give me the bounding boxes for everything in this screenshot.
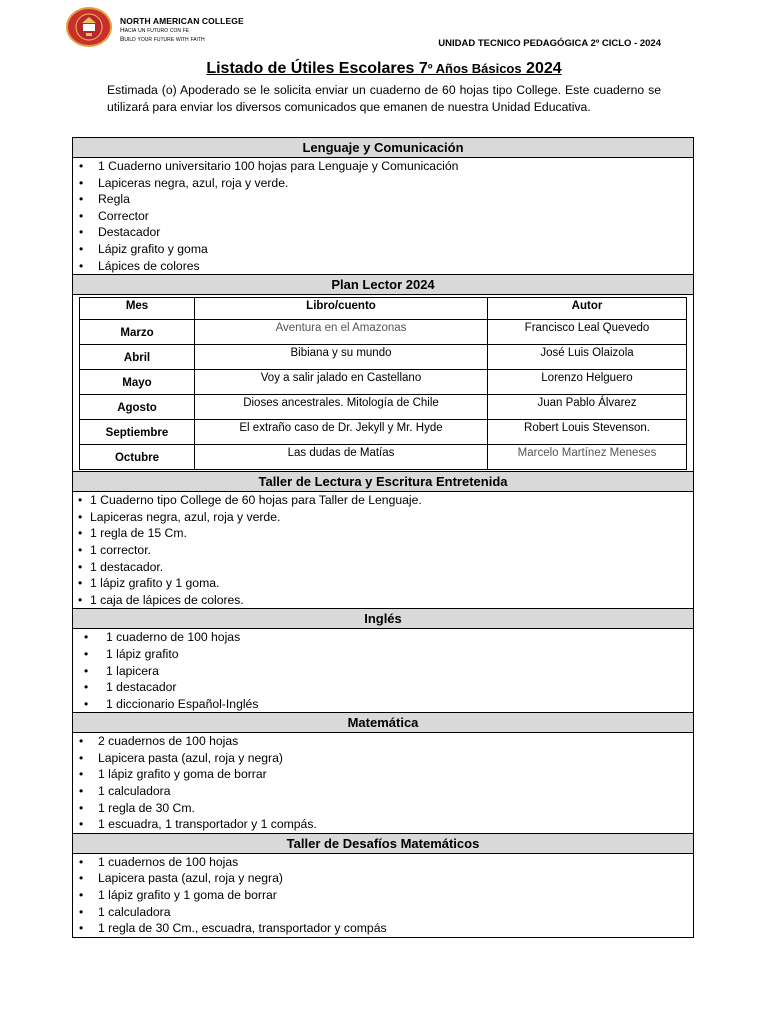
table-cell: Juan Pablo Álvarez	[488, 395, 687, 420]
list-item: • Lapicera pasta (azul, roja y negra)	[73, 750, 693, 767]
table-cell: Francisco Leal Quevedo	[488, 320, 687, 345]
list-item: • 1 lapicera	[73, 663, 693, 680]
page-title	[0, 60, 768, 78]
list-item: • 1 regla de 30 Cm.	[73, 800, 693, 817]
list-item: • 1 Cuaderno tipo College de 60 hojas para Taller de Lenguaje.	[73, 492, 693, 509]
table-cell: Septiembre	[80, 420, 195, 445]
list-item: • Lápiz grafito y goma	[73, 241, 693, 258]
list-item: • 1 diccionario Español-Inglés	[73, 696, 693, 713]
table-cell: Voy a salir jalado en Castellano	[195, 370, 488, 395]
plan-lector-table	[79, 297, 687, 470]
table-cell: Agosto	[80, 395, 195, 420]
unit-label: UNIDAD TECNICO PEDAGÓGICA 2º CICLO - 2024	[438, 38, 661, 49]
table-cell: José Luis Olaizola	[488, 345, 687, 370]
list-item: • 1 regla de 15 Cm.	[73, 525, 693, 542]
table-cell: Marcelo Martínez Meneses	[488, 445, 687, 470]
list-item: • Lapiceras negra, azul, roja y verde.	[73, 509, 693, 526]
page-header	[0, 0, 768, 60]
list-item: • 1 lápiz grafito y 1 goma.	[73, 575, 693, 592]
list-item: • 1 calculadora	[73, 783, 693, 800]
list-item: • 1 cuaderno de 100 hojas	[73, 629, 693, 646]
list-item: • Destacador	[73, 224, 693, 241]
list-item: • 1 cuadernos de 100 hojas	[73, 854, 693, 871]
list-ingles	[73, 629, 693, 712]
title-main: Listado de Útiles Escolares 7	[206, 60, 428, 77]
list-item: • Lapiceras negra, azul, roja y verde.	[73, 175, 693, 192]
column-header-libro: Libro/cuento	[195, 298, 488, 320]
table-header-row	[80, 298, 687, 320]
list-item: • 1 destacador	[73, 679, 693, 696]
table-cell: Bibiana y su mundo	[195, 345, 488, 370]
table-cell: Abril	[80, 345, 195, 370]
list-item: • 1 regla de 30 Cm., escuadra, transportador y compás	[73, 920, 693, 937]
table-cell: Aventura en el Amazonas	[195, 320, 488, 345]
supplies-list	[72, 137, 694, 938]
list-item: • 1 escuadra, 1 transportador y 1 compás.	[73, 816, 693, 833]
table-cell: Mayo	[80, 370, 195, 395]
section-heading-lenguaje: Lenguaje y Comunicación	[73, 138, 693, 158]
table-cell: Marzo	[80, 320, 195, 345]
list-item: • 1 caja de lápices de colores.	[73, 592, 693, 609]
list-taller-lectura	[73, 492, 693, 608]
list-item: • Lápices de colores	[73, 258, 693, 275]
intro-paragraph: Estimada (o) Apoderado se le solicita enviar un cuaderno de 60 hojas tipo College. Este cuaderno se utilizará para enviar los diversos comunicados que emanen de nuestra Unidad Educativa.	[107, 83, 661, 114]
list-item: • 1 lápiz grafito y goma de borrar	[73, 766, 693, 783]
table-cell: Octubre	[80, 445, 195, 470]
section-heading-taller-lectura: Taller de Lectura y Escritura Entretenida	[73, 471, 693, 492]
school-motto-line2: Build your future with faith	[120, 36, 205, 43]
table-cell: Dioses ancestrales. Mitología de Chile	[195, 395, 488, 420]
school-motto-line1: Hacia un futuro con fe	[120, 27, 190, 34]
table-cell: Robert Louis Stevenson.	[488, 420, 687, 445]
table-row	[80, 420, 687, 445]
table-row	[80, 320, 687, 345]
title-year: 2024	[521, 60, 562, 77]
list-item: • 1 Cuaderno universitario 100 hojas para Lenguaje y Comunicación	[73, 158, 693, 175]
table-cell: El extraño caso de Dr. Jekyll y Mr. Hyde	[195, 420, 488, 445]
title-ordinal: º Años Básicos	[427, 61, 522, 76]
table-row	[80, 445, 687, 470]
table-row	[80, 395, 687, 420]
column-header-mes: Mes	[80, 298, 195, 320]
list-item: • 1 lápiz grafito y 1 goma de borrar	[73, 887, 693, 904]
list-item: • 1 lápiz grafito	[73, 646, 693, 663]
school-logo	[66, 7, 112, 47]
list-item: • 1 corrector.	[73, 542, 693, 559]
section-heading-matematica: Matemática	[73, 712, 693, 733]
list-lenguaje	[73, 158, 693, 274]
list-matematica	[73, 733, 693, 833]
list-item: • 2 cuadernos de 100 hojas	[73, 733, 693, 750]
table-cell: Las dudas de Matías	[195, 445, 488, 470]
section-heading-taller-matematica: Taller de Desafíos Matemáticos	[73, 833, 693, 854]
list-item: • Regla	[73, 191, 693, 208]
list-item: • Corrector	[73, 208, 693, 225]
school-name: NORTH AMERICAN COLLEGE	[120, 16, 244, 26]
table-cell: Lorenzo Helguero	[488, 370, 687, 395]
table-row	[80, 370, 687, 395]
table-row	[80, 345, 687, 370]
list-item: • Lapicera pasta (azul, roja y negra)	[73, 870, 693, 887]
section-heading-plan-lector: Plan Lector 2024	[73, 274, 693, 295]
list-taller-matematica	[73, 854, 693, 937]
list-item: • 1 destacador.	[73, 559, 693, 576]
list-item: • 1 calculadora	[73, 904, 693, 921]
column-header-autor: Autor	[488, 298, 687, 320]
school-info	[120, 16, 244, 44]
section-heading-ingles: Inglés	[73, 608, 693, 629]
